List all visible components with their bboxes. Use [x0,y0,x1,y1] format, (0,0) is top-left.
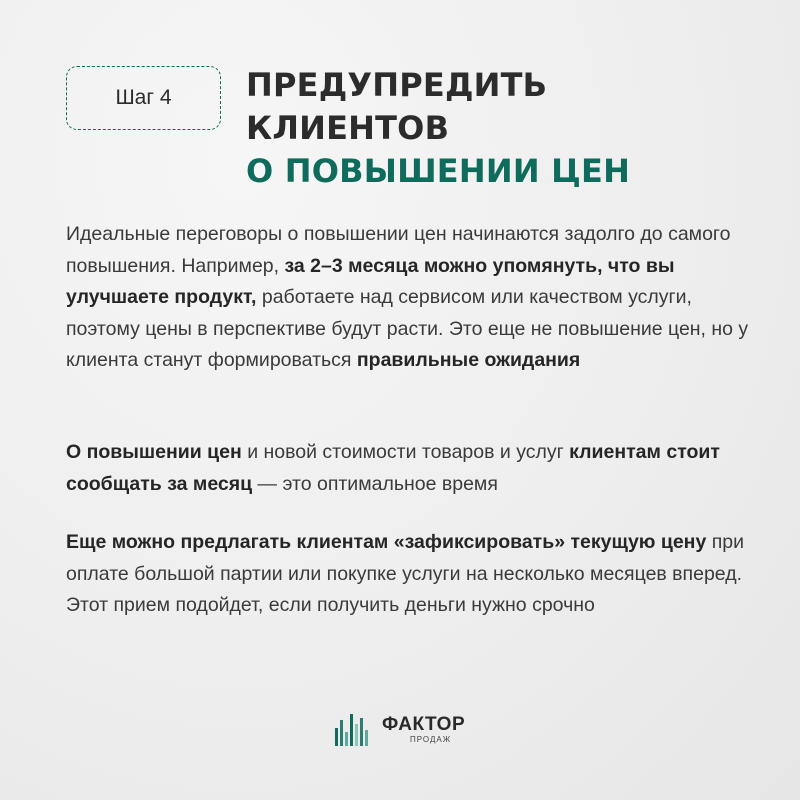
title-line-1: ПРЕДУПРЕДИТЬ [246,66,548,104]
p2-bold-1: О повышении цен [66,441,242,463]
logo-sub-text: ПРОДАЖ [410,735,452,744]
page-title [246,64,630,193]
p3-bold-1: Еще можно предлагать клиентам «зафиксировать» текущую цену [66,531,707,553]
logo-text [382,715,465,745]
p2-text-1: и новой стоимости товаров и услуг [241,441,570,463]
p2-text-2: — это оптимальное время [252,472,498,495]
step-label: Шаг 4 [115,86,172,109]
paragraph-1 [66,219,756,377]
title-line-3: О ПОВЫШЕНИИ ЦЕН [246,152,631,190]
bars-logo-icon [334,712,374,748]
p2-bold-2: клиентам стоит сообщать за месяц [66,441,720,495]
p1-bold-2: правильные ожидания [356,349,581,371]
p1-text-2: работаете над сервисом или качеством услуги, поэтому цены в перспективе будут расти. Это еще не повышение цен, но у клиента станут формироваться [66,286,749,371]
p3-text-1: при оплате большой партии или покупке услуги на несколько месяцев вперед. Этот прием подойдет, если получить деньги нужно срочно [66,531,745,616]
title-line-2: КЛИЕНТОВ [246,109,450,147]
p1-bold-1: за 2–3 месяца можно упомянуть, что вы улучшаете продукт, [66,254,675,308]
p1-text-1: Идеальные переговоры о повышении цен начинаются задолго до самого повышения. Например, [66,223,731,277]
brand-logo [334,712,465,748]
logo-main-text: ФАКТОР [382,714,466,735]
paragraph-3 [66,527,756,622]
paragraph-2 [66,437,756,500]
step-badge [66,66,221,130]
